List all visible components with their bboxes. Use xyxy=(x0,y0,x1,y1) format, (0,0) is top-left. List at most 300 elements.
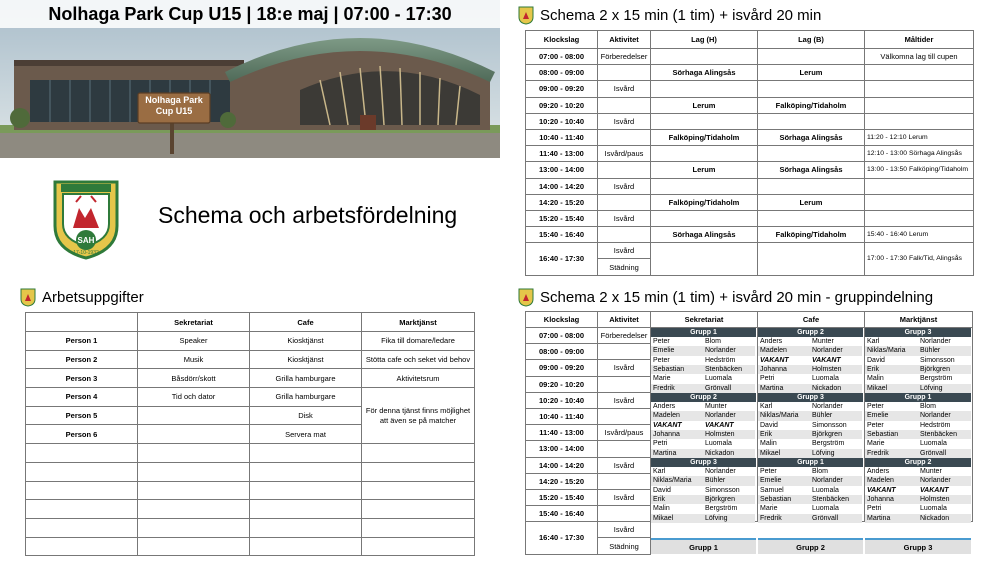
header-cell: Klockslag xyxy=(526,312,598,328)
member-name: David xyxy=(758,421,810,430)
member-name: VAKANT xyxy=(758,356,810,365)
header-cell: Sekretariat xyxy=(138,313,250,332)
schedule1-cell: Isvård xyxy=(598,178,651,194)
work-cell xyxy=(250,500,362,519)
work-title: Arbetsuppgifter xyxy=(42,289,144,306)
work-table xyxy=(25,312,475,556)
member-name: Blom xyxy=(918,402,971,411)
schedule1-cell: Sörhaga Alingsås xyxy=(651,65,758,81)
member-name: Luomala xyxy=(918,439,971,448)
work-cell xyxy=(250,537,362,556)
schedule1-cell xyxy=(651,113,758,129)
schedule1-cell: Isvård xyxy=(598,210,651,226)
work-cell xyxy=(138,481,250,500)
member-name: Mikael xyxy=(651,514,703,523)
schedule1-cell xyxy=(865,65,974,81)
member-name: Bühler xyxy=(703,476,755,485)
work-cell: Person 4 xyxy=(26,388,138,407)
schedule1-cell: Välkomna lag till cupen xyxy=(865,49,974,65)
activity-cell xyxy=(598,344,651,360)
schedule2-title: Schema 2 x 15 min (1 tim) + isvård 20 min - gruppindelning xyxy=(540,289,934,306)
club-logo-icon xyxy=(518,6,534,25)
schedule1-cell xyxy=(758,178,865,194)
schedule1-cell xyxy=(865,81,974,97)
member-name: Löfving xyxy=(918,384,971,393)
member-name: Anders xyxy=(865,467,918,476)
member-name: Marie xyxy=(651,374,703,383)
header-cell: Måltider xyxy=(865,31,974,49)
schedule1-cell: 08:00 - 09:00 xyxy=(526,65,598,81)
schedule1-row xyxy=(526,113,974,129)
work-cell: Båsdörr/skott xyxy=(138,369,250,388)
crest-date: 17-10-1932 xyxy=(73,250,99,256)
member-name: Blom xyxy=(703,337,755,346)
member-name: Sebastian xyxy=(758,495,810,504)
header-cell: Lag (B) xyxy=(758,31,865,49)
schedule1-cell: Falköping/Tidaholm xyxy=(758,227,865,243)
member-name: Björkgren xyxy=(918,365,971,374)
schedule1-cell xyxy=(598,227,651,243)
member-name: Bühler xyxy=(810,411,862,420)
work-cell xyxy=(250,462,362,481)
work-cell: Grilla hamburgare xyxy=(250,388,362,407)
member-name: Löfving xyxy=(810,449,862,458)
schedule1-cell xyxy=(598,194,651,210)
time-cell: 08:00 - 09:00 xyxy=(526,344,598,360)
schedule1-cell: 17:00 - 17:30 Falk/Tid, Alingsås xyxy=(865,243,974,275)
schedule1-cell xyxy=(651,243,758,275)
activity-cell: Isvård xyxy=(598,489,651,505)
schedule1-cell xyxy=(758,113,865,129)
group-bar: Grupp 1 xyxy=(758,458,863,467)
schedule1-cell xyxy=(758,146,865,162)
schedule1-row xyxy=(526,81,974,97)
member-name: Grönvall xyxy=(703,384,755,393)
schedule1-cell: Lerum xyxy=(651,162,758,178)
schedule1-row xyxy=(526,227,974,243)
member-name: Hedström xyxy=(703,356,755,365)
schedule1-cell xyxy=(758,243,865,275)
member-name: Martina xyxy=(758,384,810,393)
schedule1-cell xyxy=(598,65,651,81)
work-cell xyxy=(138,462,250,481)
schedule1-cell xyxy=(651,210,758,226)
member-name: Luomala xyxy=(810,504,862,513)
member-name: Madelen xyxy=(865,476,918,485)
work-cell: Person 1 xyxy=(26,332,138,351)
activity-cell: Städning xyxy=(598,538,651,554)
schedule1-cell: 14:20 - 15:20 xyxy=(526,194,598,210)
work-cell xyxy=(26,537,138,556)
schedule1-cell xyxy=(865,194,974,210)
schedule1-cell: 16:40 - 17:30 xyxy=(526,243,598,275)
group-bar: Grupp 2 xyxy=(865,458,971,467)
member-name: Madelen xyxy=(758,346,810,355)
member-name: Holmsten xyxy=(810,365,862,374)
header-cell xyxy=(26,313,138,332)
member-name: Luomala xyxy=(918,504,971,513)
work-cell xyxy=(362,462,475,481)
time-cell: 11:40 - 13:00 xyxy=(526,425,598,441)
time-cell: 09:00 - 09:20 xyxy=(526,360,598,376)
work-cell xyxy=(362,537,475,556)
member-name: Norlander xyxy=(810,476,862,485)
work-header-row xyxy=(26,313,475,332)
schedule1-cell xyxy=(598,162,651,178)
schedule2-row xyxy=(526,522,973,538)
schedule1-cell: 09:00 - 09:20 xyxy=(526,81,598,97)
member-name: Marie xyxy=(865,439,918,448)
member-name: Samuel xyxy=(758,486,810,495)
member-name: VAKANT xyxy=(703,421,755,430)
member-name: Johanna xyxy=(758,365,810,374)
work-cell xyxy=(138,425,250,444)
header-cell: Cafe xyxy=(758,312,865,328)
schedule1-cell: 11:20 - 12:10 Lerum xyxy=(865,129,974,145)
work-empty-row xyxy=(26,444,475,463)
group-footer: Grupp 2 xyxy=(758,538,863,554)
member-name: Johanna xyxy=(651,430,703,439)
member-name: Emelie xyxy=(865,411,918,420)
sign-line-1: Nolhaga Park xyxy=(145,95,203,105)
member-name: VAKANT xyxy=(865,486,918,495)
schedule1-title: Schema 2 x 15 min (1 tim) + isvård 20 min xyxy=(540,7,822,24)
member-name: Munter xyxy=(810,337,862,346)
schedule1-cell: 13:00 - 13:50 Falköping/Tidaholm xyxy=(865,162,974,178)
activity-cell xyxy=(598,408,651,424)
work-cell xyxy=(250,481,362,500)
work-empty-row xyxy=(26,481,475,500)
member-name: Holmsten xyxy=(703,430,755,439)
work-cell: Servera mat xyxy=(250,425,362,444)
member-name: Munter xyxy=(918,467,971,476)
schedule1-cell: Sörhaga Alingsås xyxy=(758,162,865,178)
schedule1-row xyxy=(526,210,974,226)
time-cell: 14:00 - 14:20 xyxy=(526,457,598,473)
member-name: Petri xyxy=(865,504,918,513)
work-note: För denna tjänst finns möjlighet att även se på matcher xyxy=(362,388,475,444)
member-name: Mikael xyxy=(758,449,810,458)
activity-cell xyxy=(598,441,651,457)
work-cell: Musik xyxy=(138,350,250,369)
member-name: Luomala xyxy=(703,439,755,448)
hero-title: Nolhaga Park Cup U15 | 18:e maj | 07:00 - 17:30 xyxy=(0,0,500,28)
schedule1-cell xyxy=(598,97,651,113)
member-name: David xyxy=(865,356,918,365)
sign-line-2: Cup U15 xyxy=(155,106,193,116)
member-name: Bergström xyxy=(918,374,971,383)
time-cell: 10:40 - 11:40 xyxy=(526,408,598,424)
group-bar: Grupp 3 xyxy=(651,458,756,467)
work-cell: Person 6 xyxy=(26,425,138,444)
time-cell: 10:20 - 10:40 xyxy=(526,392,598,408)
schedule1-cell: Sörhaga Alingsås xyxy=(651,227,758,243)
member-name: Petri xyxy=(758,374,810,383)
member-name: Norlander xyxy=(703,411,755,420)
schedule1-cell: 13:00 - 14:00 xyxy=(526,162,598,178)
activity-cell xyxy=(598,473,651,489)
member-name: Björkgren xyxy=(810,430,862,439)
schedule1-cell: Isvård/paus xyxy=(598,146,651,162)
work-empty-row xyxy=(26,518,475,537)
member-name: Nickadon xyxy=(918,514,971,523)
member-name: Petri xyxy=(651,439,703,448)
header-cell: Marktjänst xyxy=(865,312,973,328)
activity-cell: Isvård xyxy=(598,522,651,538)
group-bar: Grupp 3 xyxy=(758,393,863,402)
member-name: VAKANT xyxy=(918,486,971,495)
work-cell: Disk xyxy=(250,406,362,425)
schedule2-header-row xyxy=(526,312,973,328)
schedule1-cell: 15:40 - 16:40 xyxy=(526,227,598,243)
member-name: Johanna xyxy=(865,495,918,504)
member-name: Malin xyxy=(651,504,703,513)
member-name: VAKANT xyxy=(651,421,703,430)
schedule1-header-row xyxy=(526,31,974,49)
schedule1-cell: Förberedelser xyxy=(598,49,651,65)
work-heading xyxy=(20,288,144,307)
schedule1-cell: Isvård xyxy=(598,81,651,97)
schedule1-cell: 14:00 - 14:20 xyxy=(526,178,598,194)
header-cell: Aktivitet xyxy=(598,312,651,328)
member-name: Norlander xyxy=(703,467,755,476)
member-name: Fredrik xyxy=(651,384,703,393)
schedule1-cell: 10:40 - 11:40 xyxy=(526,129,598,145)
header-cell: Lag (H) xyxy=(651,31,758,49)
work-cell xyxy=(138,406,250,425)
member-name: Fredrik xyxy=(758,514,810,523)
schedule1-row xyxy=(526,129,974,145)
member-name: Emelie xyxy=(651,346,703,355)
member-name: Simonsson xyxy=(703,486,755,495)
work-cell xyxy=(26,481,138,500)
schedule1-cell xyxy=(758,81,865,97)
time-cell: 16:40 - 17:30 xyxy=(526,522,598,554)
work-cell: Stötta cafe och seket vid behov xyxy=(362,350,475,369)
activity-cell: Isvård xyxy=(598,360,651,376)
group-footer: Grupp 3 xyxy=(865,538,971,554)
member-name: Stenbäcken xyxy=(918,430,971,439)
member-name: David xyxy=(651,486,703,495)
activity-cell xyxy=(598,506,651,522)
schedule1-cell xyxy=(865,97,974,113)
work-cell xyxy=(26,462,138,481)
member-name: Stenbäcken xyxy=(810,495,862,504)
schedule1-cell: Falköping/Tidaholm xyxy=(651,129,758,145)
work-cell xyxy=(26,500,138,519)
member-name: Erik xyxy=(651,495,703,504)
schedule1-cell xyxy=(865,178,974,194)
member-name: Luomala xyxy=(703,374,755,383)
work-cell: Tid och dator xyxy=(138,388,250,407)
club-logo-icon xyxy=(518,288,534,307)
group-bar: Grupp 1 xyxy=(651,328,756,337)
schedule1-cell: 09:20 - 10:20 xyxy=(526,97,598,113)
member-name: Nickadon xyxy=(810,384,862,393)
work-cell: Person 3 xyxy=(26,369,138,388)
work-cell: Aktivitetsrum xyxy=(362,369,475,388)
member-name: Nickadon xyxy=(703,449,755,458)
member-name: Bühler xyxy=(918,346,971,355)
crest-initials: SAH xyxy=(77,236,95,245)
member-name: Karl xyxy=(758,402,810,411)
schedule1-cell xyxy=(758,49,865,65)
time-cell: 15:20 - 15:40 xyxy=(526,489,598,505)
work-cell: Person 5 xyxy=(26,406,138,425)
time-cell: 14:20 - 15:20 xyxy=(526,473,598,489)
member-name: Peter xyxy=(865,402,918,411)
activity-cell: Isvård/paus xyxy=(598,425,651,441)
group-bar: Grupp 1 xyxy=(865,393,971,402)
schedule1-row xyxy=(526,65,974,81)
work-cell xyxy=(250,444,362,463)
header-cell: Marktjänst xyxy=(362,313,475,332)
member-name: Fredrik xyxy=(865,449,918,458)
page-title: Schema och arbetsfördelning xyxy=(158,202,458,228)
work-cell xyxy=(250,518,362,537)
time-cell: 15:40 - 16:40 xyxy=(526,506,598,522)
work-empty-row xyxy=(26,537,475,556)
club-logo-icon xyxy=(20,288,36,307)
schedule1-cell xyxy=(651,146,758,162)
schedule1-row xyxy=(526,97,974,113)
member-name: Blom xyxy=(810,467,862,476)
work-cell xyxy=(26,444,138,463)
member-name: Martina xyxy=(865,514,918,523)
schedule1-table xyxy=(525,30,974,276)
schedule1-cell: 10:20 - 10:40 xyxy=(526,113,598,129)
work-cell xyxy=(362,500,475,519)
member-name: Norlander xyxy=(918,337,971,346)
schedule1-cell xyxy=(865,210,974,226)
member-name: Bergström xyxy=(810,439,862,448)
work-cell: Kiosktjänst xyxy=(250,350,362,369)
schedule1-cell: Falköping/Tidaholm xyxy=(651,194,758,210)
schedule1-heading xyxy=(518,6,821,25)
group-bar: Grupp 2 xyxy=(651,393,756,402)
time-cell: 07:00 - 08:00 xyxy=(526,328,598,344)
member-name: Madelen xyxy=(651,411,703,420)
schedule1-cell: Lerum xyxy=(758,194,865,210)
schedule1-row xyxy=(526,178,974,194)
activity-cell: Isvård xyxy=(598,392,651,408)
work-row xyxy=(26,332,475,351)
schedule1-cell: Isvård xyxy=(598,243,651,259)
schedule1-row xyxy=(526,49,974,65)
schedule1-cell xyxy=(651,49,758,65)
member-name: Luomala xyxy=(810,374,862,383)
schedule1-cell xyxy=(651,178,758,194)
member-name: Mikael xyxy=(865,384,918,393)
work-cell: Grilla hamburgare xyxy=(250,369,362,388)
schedule1-cell: Lerum xyxy=(758,65,865,81)
member-name: Anders xyxy=(651,402,703,411)
work-row xyxy=(26,388,475,407)
schedule1-cell: Falköping/Tidaholm xyxy=(758,97,865,113)
member-name: Norlander xyxy=(810,346,862,355)
work-cell xyxy=(26,518,138,537)
member-name: Peter xyxy=(758,467,810,476)
work-cell: Speaker xyxy=(138,332,250,351)
header-cell: Cafe xyxy=(250,313,362,332)
schedule1-cell: Städning xyxy=(598,259,651,275)
member-name: Erik xyxy=(758,430,810,439)
schedule1-cell: Sörhaga Alingsås xyxy=(758,129,865,145)
member-name: Emelie xyxy=(758,476,810,485)
member-name: Erik xyxy=(865,365,918,374)
member-name: Sebastian xyxy=(651,365,703,374)
schedule1-row xyxy=(526,146,974,162)
member-name: Malin xyxy=(758,439,810,448)
schedule1-cell xyxy=(651,81,758,97)
schedule1-cell: 11:40 - 13:00 xyxy=(526,146,598,162)
time-cell: 09:20 - 10:20 xyxy=(526,376,598,392)
member-name: Karl xyxy=(651,467,703,476)
member-name: Norlander xyxy=(703,346,755,355)
member-name: Grönvall xyxy=(810,514,862,523)
member-name: Grönvall xyxy=(918,449,971,458)
work-cell xyxy=(362,481,475,500)
member-name: Anders xyxy=(758,337,810,346)
work-cell xyxy=(362,444,475,463)
work-row xyxy=(26,369,475,388)
activity-cell: Förberedelser xyxy=(598,328,651,344)
member-name: VAKANT xyxy=(810,356,862,365)
work-cell xyxy=(138,500,250,519)
member-name: Simonsson xyxy=(918,356,971,365)
activity-cell: Isvård xyxy=(598,457,651,473)
schedule1-row xyxy=(526,194,974,210)
member-name: Norlander xyxy=(810,402,862,411)
member-name: Sebastian xyxy=(865,430,918,439)
sign xyxy=(138,95,210,117)
work-cell xyxy=(362,518,475,537)
member-name: Stenbäcken xyxy=(703,365,755,374)
schedule1-row xyxy=(526,243,974,259)
schedule1-cell: 15:20 - 15:40 xyxy=(526,210,598,226)
member-name: Martina xyxy=(651,449,703,458)
member-name: Niklas/Maria xyxy=(651,476,703,485)
schedule1-cell: 12:10 - 13:00 Sörhaga Alingsås xyxy=(865,146,974,162)
member-name: Bergström xyxy=(703,504,755,513)
member-name: Norlander xyxy=(918,411,971,420)
schedule1-cell: 07:00 - 08:00 xyxy=(526,49,598,65)
activity-cell xyxy=(598,376,651,392)
header-cell: Aktivitet xyxy=(598,31,651,49)
work-cell xyxy=(138,518,250,537)
schedule1-cell xyxy=(865,113,974,129)
member-name: Björkgren xyxy=(703,495,755,504)
group-bar: Grupp 2 xyxy=(758,328,863,337)
schedule1-cell: Lerum xyxy=(651,97,758,113)
hero-image xyxy=(0,0,500,158)
work-cell: Fika till domare/ledare xyxy=(362,332,475,351)
member-name: Peter xyxy=(651,356,703,365)
schedule1-cell xyxy=(598,129,651,145)
schedule1-row xyxy=(526,162,974,178)
work-cell xyxy=(138,444,250,463)
group-footer: Grupp 1 xyxy=(651,538,756,554)
member-name: Marie xyxy=(758,504,810,513)
member-name: Simonsson xyxy=(810,421,862,430)
member-name: Malin xyxy=(865,374,918,383)
club-crest-logo xyxy=(51,178,121,260)
work-cell: Person 2 xyxy=(26,350,138,369)
member-name: Hedström xyxy=(918,421,971,430)
member-name: Niklas/Maria xyxy=(758,411,810,420)
work-cell xyxy=(138,537,250,556)
member-name: Peter xyxy=(865,421,918,430)
